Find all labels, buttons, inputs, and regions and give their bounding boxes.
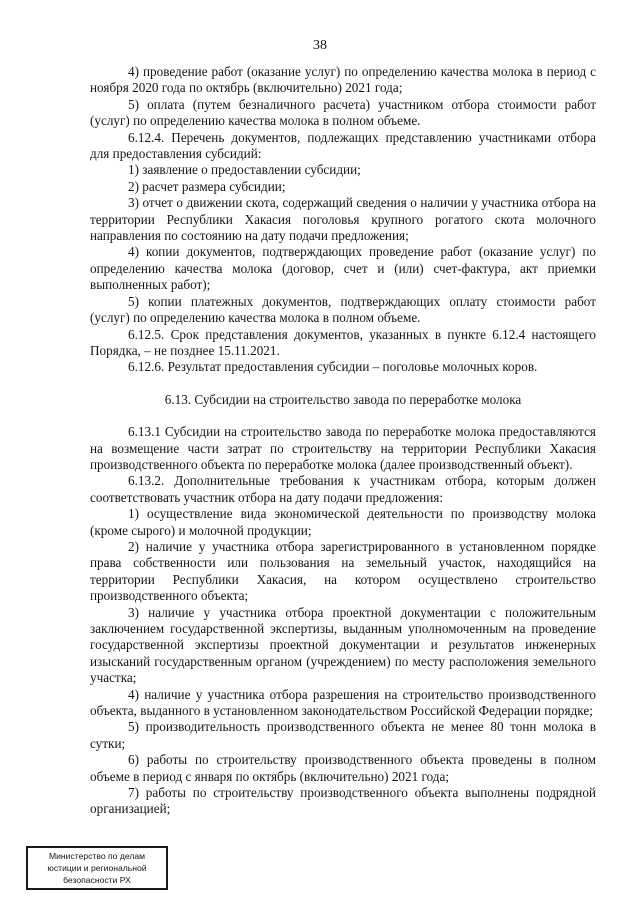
paragraph: 4) проведение работ (оказание услуг) по определению качества молока в период с ноября 2020 года по октябрь (включительно) 2021 года; [90, 64, 596, 96]
paragraph: 5) копии платежных документов, подтверждающих оплату стоимости работ (услуг) по определению качества молока в полном объеме. [90, 293, 596, 326]
paragraph: 4) копии документов, подтверждающих проведение работ (оказание услуг) по определению качества молока (договор, счет и (или) счет-фактура, акт приемки выполненных работ); [90, 244, 596, 293]
section-heading: 6.13. Субсидии на строительство завода по переработке молока [164, 391, 522, 407]
paragraph: 6.13.2. Дополнительные требования к участникам отбора, которым должен соответствовать участник отбора на дату подачи предложения: [90, 473, 596, 505]
stamp-line: безопасности РХ [63, 875, 131, 886]
paragraph: 6.12.5. Срок представления документов, указанных в пункте 6.12.4 настоящего Порядка, – не позднее 15.11.2021. [90, 326, 596, 358]
document-body [90, 64, 596, 818]
paragraph: 4) наличие у участника отбора разрешения на строительство производственного объекта, выданного в установленном законодательством Российской Федерации порядке; [90, 686, 596, 719]
paragraph: 5) оплата (путем безналичного расчета) участником отбора стоимости работ (услуг) по определению качества молока в полном объеме. [90, 96, 596, 129]
paragraph: 7) работы по строительству производственного объекта выполнены подрядной организацией; [90, 785, 596, 817]
stamp-line: юстиции и региональной [47, 863, 147, 874]
page-number: 38 [313, 38, 327, 53]
paragraph: 5) производительность производственного объекта не менее 80 тонн молока в сутки; [90, 719, 596, 751]
ministry-stamp [26, 846, 168, 890]
paragraph: 3) отчет о движении скота, содержащий сведения о наличии у участника отбора на территории Республики Хакасия поголовья крупного рогатого скота молочного направления по состоянию на дату подачи предложения; [90, 195, 596, 244]
paragraph: 6.12.6. Результат предоставления субсидии – поголовье молочных коров. [128, 359, 538, 375]
paragraph: 6.12.4. Перечень документов, подлежащих представлению участниками отбора для предоставления субсидий: [90, 129, 596, 162]
paragraph: 6) работы по строительству производственного объекта проведены в полном объеме в период с января по октябрь (включительно) 2021 года; [90, 752, 596, 784]
paragraph: 6.13.1 Субсидии на строительство завода по переработке молока предоставляются на возмещение части затрат по строительству на территории Республики Хакасия производственного объекта по переработке молока (далее производственный объект). [90, 424, 596, 472]
paragraph: 2) наличие у участника отбора зарегистрированного в установленном порядке права собственности или пользования на земельный участок, находящийся на территории Республики Хакасия, на котором осуществлено строительство производственного объекта; [90, 538, 596, 604]
stamp-line: Министерство по делам [48, 851, 146, 861]
paragraph: 2) расчет размера субсидии; [128, 178, 286, 194]
paragraph: 1) заявление о предоставлении субсидии; [128, 162, 361, 178]
paragraph: 3) наличие у участника отбора проектной документации с положительным заключением государственной экспертизы, выданным уполномоченным на проведение государственной экспертизы проектной документации и результатов инженерных изысканий государственным органом (учреждением) по месту расположения земельного участка; [90, 604, 596, 686]
paragraph: 1) осуществление вида экономической деятельности по производству молока (кроме сырого) и молочной продукции; [90, 506, 596, 538]
